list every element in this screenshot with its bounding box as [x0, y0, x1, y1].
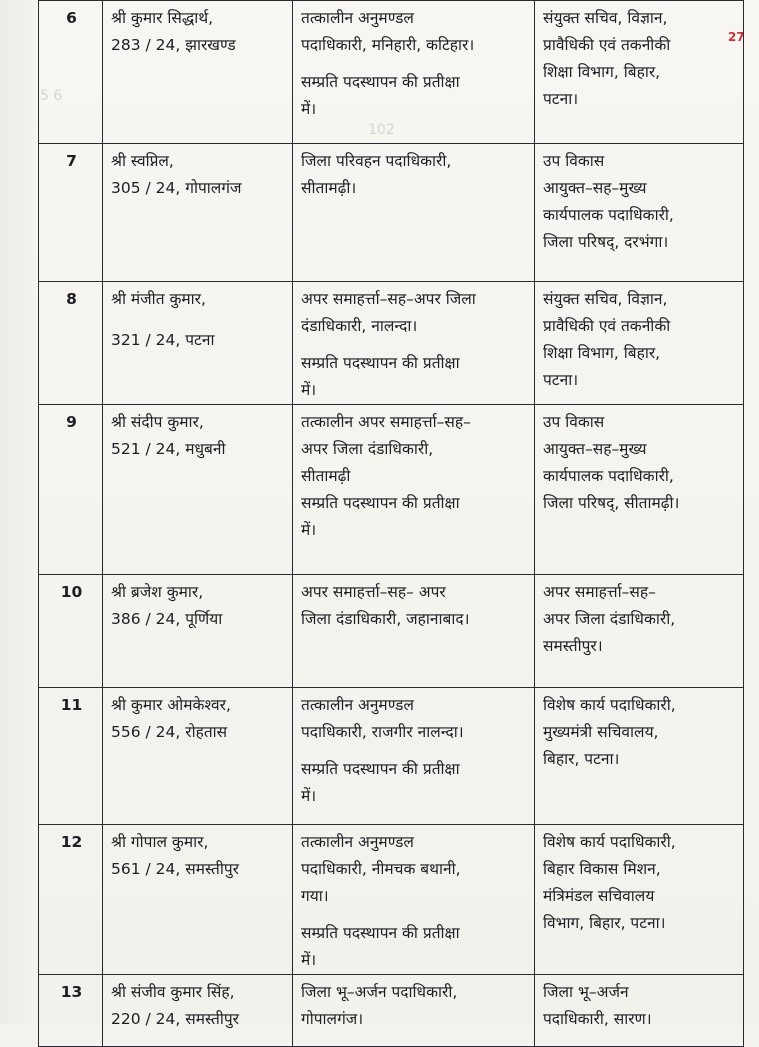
current-post-line: गोपालगंज। [301, 1010, 364, 1028]
current-post-line: गया। [301, 887, 329, 905]
officer-name-line: श्री संदीप कुमार, [111, 413, 204, 431]
new-post-line: आयुक्त–सह–मुख्य [543, 440, 647, 458]
current-post-cell [293, 405, 535, 575]
current-post-line: में। [301, 100, 317, 118]
new-post-line: विशेष कार्य पदाधिकारी, [543, 696, 676, 714]
new-post-cell [535, 405, 744, 575]
posting-table [38, 0, 744, 1047]
current-post-line: सम्प्रति पदस्थापन की प्रतीक्षा [301, 494, 460, 512]
serial-number: 8 [66, 290, 77, 308]
current-post-line: जिला परिवहन पदाधिकारी, [301, 152, 452, 170]
current-post-line: तत्कालीन अनुमण्डल [301, 833, 414, 851]
line-gap [301, 340, 528, 350]
officer-name-line: 556 / 24, रोहतास [111, 723, 228, 741]
current-post-line: सम्प्रति पदस्थापन की प्रतीक्षा [301, 924, 460, 942]
officer-name-cell [103, 975, 293, 1047]
current-post-cell [293, 825, 535, 975]
new-post-cell [535, 575, 744, 688]
officer-name-line: 305 / 24, गोपालगंज [111, 179, 242, 197]
scan-edge-shadow [0, 0, 36, 1024]
serial-number: 12 [60, 833, 83, 851]
new-post-line: संयुक्त सचिव, विज्ञान, [543, 290, 668, 308]
current-post-line: में। [301, 787, 317, 805]
current-post-cell [293, 1, 535, 144]
current-post-line: जिला दंडाधिकारी, जहानाबाद। [301, 610, 470, 628]
new-post-line: विभाग, बिहार, पटना। [543, 914, 666, 932]
current-post-cell [293, 575, 535, 688]
current-post-line: में। [301, 381, 317, 399]
new-post-line: उप विकास [543, 152, 605, 170]
new-post-line: जिला परिषद्, सीतामढ़ी। [543, 494, 680, 512]
new-post-line: बिहार विकास मिशन, [543, 860, 661, 878]
serial-number-cell [39, 575, 103, 688]
officer-name-cell [103, 282, 293, 405]
serial-number-cell [39, 1, 103, 144]
current-post-line: सम्प्रति पदस्थापन की प्रतीक्षा [301, 354, 460, 372]
current-post-cell [293, 688, 535, 825]
new-post-line: आयुक्त–सह–मुख्य [543, 179, 647, 197]
officer-name-line: श्री कुमार सिद्धार्थ, [111, 9, 214, 27]
table-row [39, 688, 744, 825]
table-row [39, 825, 744, 975]
serial-number: 9 [66, 413, 77, 431]
current-post-line: सम्प्रति पदस्थापन की प्रतीक्षा [301, 73, 460, 91]
new-post-line: जिला भू–अर्जन [543, 983, 629, 1001]
new-post-line: समस्तीपुर। [543, 637, 603, 655]
faint-ink-mark-left: 5 6 [40, 88, 63, 104]
new-post-cell [535, 1, 744, 144]
serial-number: 11 [60, 696, 83, 714]
serial-number-cell [39, 825, 103, 975]
new-post-line: शिक्षा विभाग, बिहार, [543, 63, 661, 81]
officer-name-cell [103, 1, 293, 144]
new-post-line: बिहार, पटना। [543, 750, 620, 768]
serial-number-cell [39, 975, 103, 1047]
current-post-line: में। [301, 951, 317, 969]
current-post-line: सीतामढ़ी। [301, 179, 357, 197]
serial-number-cell [39, 405, 103, 575]
current-post-line: सम्प्रति पदस्थापन की प्रतीक्षा [301, 760, 460, 778]
officer-name-line: श्री कुमार ओमकेश्वर, [111, 696, 231, 714]
new-post-cell [535, 975, 744, 1047]
current-post-line: तत्कालीन अनुमण्डल [301, 9, 414, 27]
new-post-line: संयुक्त सचिव, विज्ञान, [543, 9, 668, 27]
serial-number-cell [39, 282, 103, 405]
line-gap [301, 910, 528, 920]
officer-name-cell [103, 575, 293, 688]
new-post-line: मुख्यमंत्री सचिवालय, [543, 723, 659, 741]
officer-name-line: 220 / 24, समस्तीपुर [111, 1010, 240, 1028]
current-post-line: जिला भू–अर्जन पदाधिकारी, [301, 983, 458, 1001]
faint-ink-mark-center: 102 [368, 122, 395, 138]
officer-name-line: 386 / 24, पूर्णिया [111, 610, 223, 628]
current-post-cell [293, 282, 535, 405]
officer-name-line: 321 / 24, पटना [111, 331, 215, 349]
new-post-cell [535, 825, 744, 975]
line-gap [111, 313, 286, 327]
officer-name-cell [103, 144, 293, 282]
current-post-line: तत्कालीन अपर समाहर्त्ता–सह– [301, 413, 471, 431]
current-post-line: अपर जिला दंडाधिकारी, [301, 440, 434, 458]
current-post-line: पदाधिकारी, मनिहारी, कटिहार। [301, 36, 475, 54]
new-post-line: पटना। [543, 371, 579, 389]
officer-name-cell [103, 405, 293, 575]
current-post-line: पदाधिकारी, नीमचक बथानी, [301, 860, 461, 878]
new-post-line: मंत्रिमंडल सचिवालय [543, 887, 655, 905]
serial-number: 7 [66, 152, 77, 170]
current-post-cell [293, 975, 535, 1047]
current-post-cell [293, 144, 535, 282]
new-post-line: प्रावैधिकी एवं तकनीकी [543, 317, 671, 335]
officer-name-cell [103, 688, 293, 825]
officer-name-line: श्री मंजीत कुमार, [111, 290, 206, 308]
new-post-cell [535, 688, 744, 825]
new-post-line: विशेष कार्य पदाधिकारी, [543, 833, 676, 851]
officer-name-line: श्री गोपाल कुमार, [111, 833, 209, 851]
current-post-line: अपर समाहर्त्ता–सह–अपर जिला [301, 290, 476, 308]
new-post-line: अपर समाहर्त्ता–सह– [543, 583, 656, 601]
posting-table-body [39, 1, 744, 1047]
serial-number: 6 [66, 9, 77, 27]
new-post-cell [535, 144, 744, 282]
table-row [39, 975, 744, 1047]
new-post-line: कार्यपालक पदाधिकारी, [543, 206, 674, 224]
table-row [39, 144, 744, 282]
table-row [39, 575, 744, 688]
margin-page-number: 27 [728, 30, 745, 44]
current-post-line: पदाधिकारी, राजगीर नालन्दा। [301, 723, 464, 741]
serial-number-cell [39, 688, 103, 825]
new-post-cell [535, 282, 744, 405]
officer-name-line: 561 / 24, समस्तीपुर [111, 860, 240, 878]
officer-name-line: श्री संजीव कुमार सिंह, [111, 983, 235, 1001]
current-post-line: दंडाधिकारी, नालन्दा। [301, 317, 418, 335]
new-post-line: शिक्षा विभाग, बिहार, [543, 344, 661, 362]
officer-name-line: 521 / 24, मधुबनी [111, 440, 226, 458]
current-post-line: में। [301, 521, 317, 539]
new-post-line: कार्यपालक पदाधिकारी, [543, 467, 674, 485]
table-row [39, 405, 744, 575]
serial-number-cell [39, 144, 103, 282]
current-post-line: तत्कालीन अनुमण्डल [301, 696, 414, 714]
table-row [39, 1, 744, 144]
table-row [39, 282, 744, 405]
officer-name-cell [103, 825, 293, 975]
serial-number: 10 [60, 583, 83, 601]
new-post-line: पटना। [543, 90, 579, 108]
serial-number: 13 [60, 983, 83, 1001]
officer-name-line: श्री ब्रजेश कुमार, [111, 583, 204, 601]
line-gap [301, 59, 528, 69]
officer-name-line: 283 / 24, झारखण्ड [111, 36, 236, 54]
new-post-line: उप विकास [543, 413, 605, 431]
officer-name-line: श्री स्वप्निल, [111, 152, 174, 170]
current-post-line: अपर समाहर्त्ता–सह– अपर [301, 583, 446, 601]
new-post-line: पदाधिकारी, सारण। [543, 1010, 652, 1028]
new-post-line: अपर जिला दंडाधिकारी, [543, 610, 676, 628]
new-post-line: प्रावैधिकी एवं तकनीकी [543, 36, 671, 54]
line-gap [301, 746, 528, 756]
new-post-line: जिला परिषद्, दरभंगा। [543, 233, 669, 251]
current-post-line: सीतामढ़ी [301, 467, 351, 485]
